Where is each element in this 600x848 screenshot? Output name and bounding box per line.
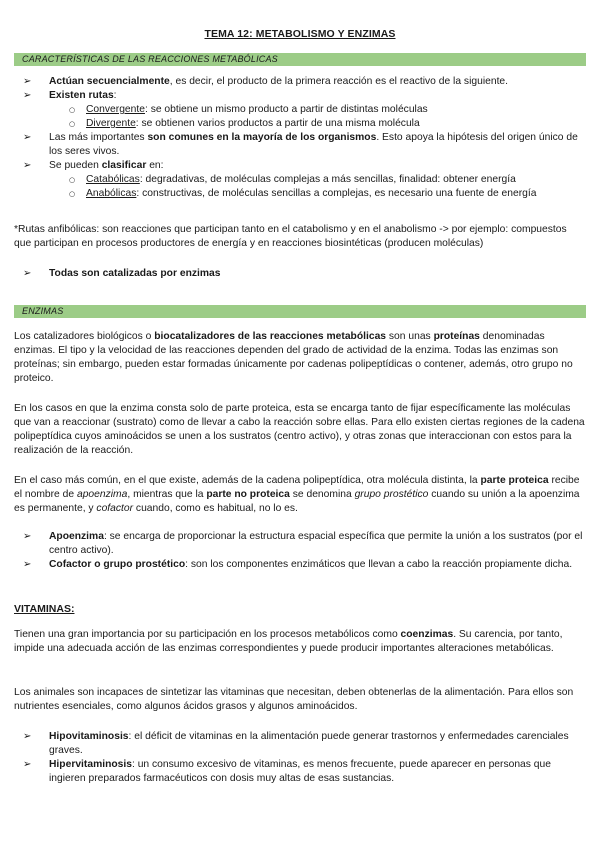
heading-vitaminas: VITAMINAS: [14,603,75,615]
bullet-text: Se pueden [49,160,102,171]
section-band-caracteristicas: CARACTERÍSTICAS DE LAS REACCIONES METABÓLICAS [14,53,586,66]
strong: biocatalizadores de las reacciones metabólicas [154,331,387,342]
bullet-hipovitaminosis [14,730,586,758]
bullet-text: : son los componentes enzimáticos que llevan a cabo la reacción propiamente dicha. [185,559,573,570]
bullet-strong: Apoenzima [49,531,104,542]
caracteristicas-list [14,75,586,201]
subbullet-text: : constructivas, de moléculas sencillas a complejas, es necesario una fuente de energía [136,188,537,199]
enzimas-paragraph-2: En los casos en que la enzima consta solo de parte proteica, esta se encarga tanto de fijar específicamente las moléculas que van a reaccionar (sustrato) como de llevar a cabo la reacción sobre ellas. Para ello existen ciertas regiones de la cadena polipeptídica cuyos aminoácidos se unen a los sustratos (centro activo), y otras zonas que interaccionan con estos para la realización de la reacción. [14,403,585,456]
bullet-text: : el déficit de vitaminas en la alimentación puede generar trastornos y enfermedades carenciales graves. [49,731,569,756]
text: Los catalizadores biológicos o [14,331,155,342]
subbullet-text: : se obtiene un mismo producto a partir de distintas moléculas [144,104,428,115]
bullet-secuencial [14,75,586,89]
catalizadas-list [14,267,586,281]
bullet-rutas [14,89,586,131]
note-anfibolicas: *Rutas anfibólicas: son reacciones que participan tanto en el catabolismo y en el anabolismo -> por ejemplo: compuestos que participan en procesos productores de energía y en reacciones biosintéticas (producen moléculas) [14,224,567,249]
term: Divergente [86,118,136,129]
bullet-strong: Actúan secuencialmente [49,76,170,87]
subbullet-text: : degradativas, de moléculas complejas a más sencillas, finalidad: obtener energía [139,174,516,185]
section-band-enzimas: ENZIMAS [14,305,586,318]
bullet-cofactor [14,558,586,572]
italic: cofactor [96,503,134,514]
enzimas-list [14,530,586,572]
text: cuando, como es habitual, no lo es. [133,503,298,514]
bullet-strong: son comunes en la mayoría de los organismos [147,132,377,143]
bullet-text: : se encarga de proporcionar la estructura espacial específica que permite la unión a los sustratos (por el centro activo). [49,531,583,556]
subbullet-catabolicas [49,173,586,187]
page-title: TEMA 12: METABOLISMO Y ENZIMAS [204,28,396,40]
term: Convergente [86,104,145,115]
bullet-strong: Hipervitaminosis [49,759,132,770]
bullet-text: en: [146,160,164,171]
bullet-text: . Esto apoya la hipótesis del origen único de los seres vivos. [49,132,578,157]
text: , mientras que la [127,489,207,500]
bullet-text: : [113,90,117,101]
text: recibe el nombre de [14,475,580,500]
italic: apoenzima [76,489,128,500]
vitaminas-list [14,730,586,786]
bullet-catalizadas [14,267,586,281]
bullet-strong: Cofactor o grupo prostético [49,559,186,570]
enzimas-paragraph-3 [14,474,586,516]
bullet-strong: Hipovitaminosis [49,731,129,742]
term: Anabólicas [86,188,137,199]
strong: parte proteica [480,475,549,486]
vitaminas-paragraph-1 [14,628,586,656]
bullet-clasificar [14,159,586,201]
vitaminas-paragraph-2: Los animales son incapaces de sintetizar las vitaminas que necesitan, deben obtenerlas de la alimentación. Para ellos son nutrientes esenciales, como algunos ácidos grasos y algunos aminoácidos. [14,687,574,712]
term: Catabólicas [86,174,140,185]
text: Tienen una gran importancia por su participación en los procesos metabólicos como [14,629,401,640]
text: cuando su unión a la apoenzima es permanente, y [14,489,580,514]
subbullet-divergente [49,117,586,131]
bullet-comunes [14,131,586,159]
text: son unas [386,331,434,342]
bullet-apoenzima [14,530,586,558]
subbullet-anabolicas [49,187,586,201]
text: denominadas enzimas. El tipo y la velocidad de las reacciones dependen del grado de actividad de la enzima. Todas las enzimas son proteínas; sin embargo, pueden estar formadas únicamente por cadenas polipeptídicas o contener, además, otro grupo no proteico. [14,331,573,384]
strong: parte no proteica [206,489,290,500]
bullet-text: , es decir, el producto de la primera reacción es el reactivo de la siguiente. [169,76,509,87]
bullet-strong: Todas son catalizadas por enzimas [49,268,221,279]
bullet-strong: Existen rutas [49,90,114,101]
text: En el caso más común, en el que existe, además de la cadena polipeptídica, otra molécula distinta, la [14,475,481,486]
text: se denomina [289,489,355,500]
enzimas-paragraph-1 [14,330,586,386]
italic: grupo prostético [354,489,429,500]
subbullet-convergente [49,103,586,117]
strong: coenzimas [400,629,454,640]
bullet-text: : un consumo excesivo de vitaminas, es menos frecuente, puede aparecer en personas que ingieren preparados farmacéuticos con dosis muy altas de esas sustancias. [49,759,551,784]
text: . Su carencia, por tanto, impide una adecuada acción de las enzimas correspondientes y puede producir importantes alteraciones metabólicas. [14,629,563,654]
subbullet-text: : se obtienen varios productos a partir de una misma molécula [135,118,420,129]
bullet-strong: clasificar [101,160,147,171]
strong: proteínas [433,331,480,342]
bullet-hipervitaminosis [14,758,586,786]
bullet-text: Las más importantes [49,132,148,143]
